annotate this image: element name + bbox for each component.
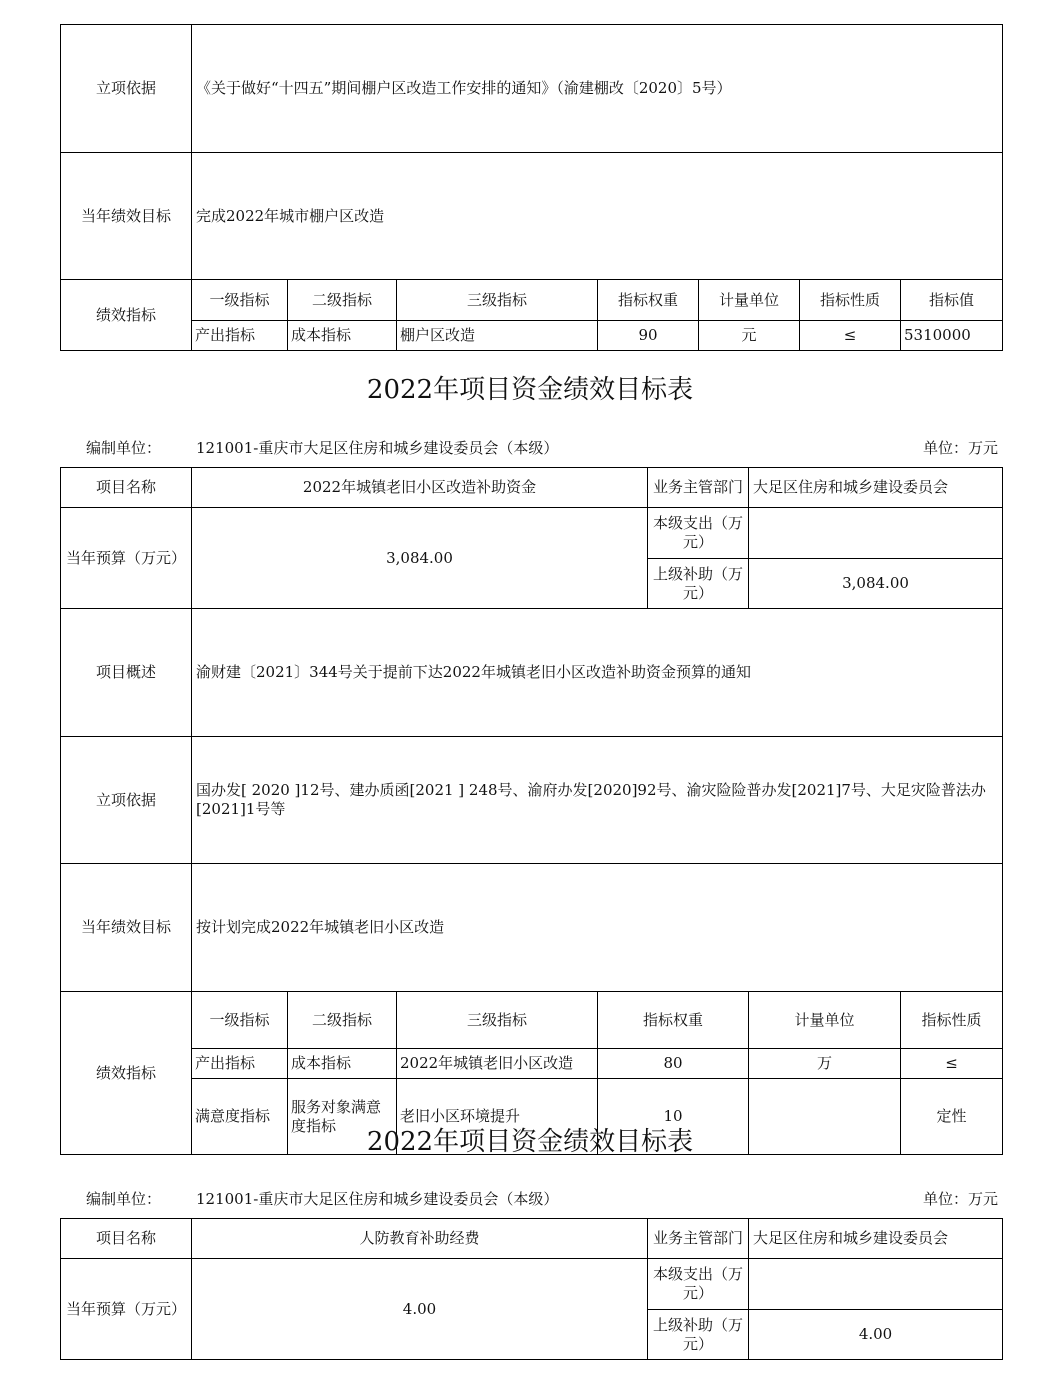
- cell-nature: ≤: [901, 1049, 1003, 1079]
- project-name-label: 项目名称: [61, 468, 192, 508]
- compile-unit-label: 编制单位：: [86, 1190, 162, 1208]
- header-nature: 指标性质: [800, 280, 901, 321]
- budget-label: 当年预算（万元）: [61, 1259, 192, 1360]
- header-unit: 计量单位: [699, 280, 800, 321]
- perf-label: 绩效指标: [61, 280, 192, 351]
- basis-text: 《关于做好“十四五”期间棚户区改造工作安排的通知》（渝建棚改〔2020〕5号）: [192, 25, 1003, 153]
- goal-text: 按计划完成2022年城镇老旧小区改造: [192, 864, 1003, 992]
- cell-value: 5310000: [901, 321, 1003, 351]
- header-level2: 二级指标: [288, 280, 397, 321]
- perf-table-1: [60, 24, 1003, 351]
- money-unit: 单位：万元: [922, 439, 998, 457]
- local-expense-value: [749, 508, 1003, 559]
- local-expense-value: [749, 1259, 1003, 1310]
- project-name-label: 项目名称: [61, 1219, 192, 1259]
- perf-label: 绩效指标: [61, 992, 192, 1155]
- compile-unit-value: 121001-重庆市大足区住房和城乡建设委员会（本级）: [196, 1190, 559, 1208]
- dept-label: 业务主管部门: [648, 1219, 749, 1259]
- header-unit: 计量单位: [749, 992, 901, 1049]
- cell-unit: 元: [699, 321, 800, 351]
- budget-value: 4.00: [192, 1259, 648, 1360]
- table-title: 2022年项目资金绩效目标表: [366, 1127, 694, 1157]
- basis-label: 立项依据: [61, 737, 192, 864]
- dept-value: 大足区住房和城乡建设委员会: [749, 1219, 1003, 1259]
- cell-level3: 2022年城镇老旧小区改造: [397, 1049, 598, 1079]
- goal-text: 完成2022年城市棚户区改造: [192, 153, 1003, 280]
- upper-subsidy-value: 4.00: [749, 1310, 1003, 1360]
- cell-level3: 老旧小区环境提升: [397, 1079, 598, 1155]
- compile-unit-value: 121001-重庆市大足区住房和城乡建设委员会（本级）: [196, 439, 559, 457]
- cell-weight: 80: [598, 1049, 749, 1079]
- upper-subsidy-label: 上级补助（万元）: [648, 1310, 749, 1360]
- compile-unit-label: 编制单位：: [86, 439, 162, 457]
- header-level2: 二级指标: [288, 992, 397, 1049]
- header-value: 指标值: [901, 280, 1003, 321]
- goal-label: 当年绩效目标: [61, 153, 192, 280]
- header-level1: 一级指标: [192, 280, 288, 321]
- cell-level2: 服务对象满意度指标: [288, 1079, 397, 1155]
- dept-value: 大足区住房和城乡建设委员会: [749, 468, 1003, 508]
- basis-label: 立项依据: [61, 25, 192, 153]
- header-nature: 指标性质: [901, 992, 1003, 1049]
- budget-value: 3,084.00: [192, 508, 648, 609]
- cell-nature: 定性: [901, 1079, 1003, 1155]
- table-title: 2022年项目资金绩效目标表: [366, 375, 694, 405]
- cell-weight: 10: [598, 1079, 749, 1155]
- upper-subsidy-value: 3,084.00: [749, 559, 1003, 609]
- cell-unit: 万: [749, 1049, 901, 1079]
- cell-level1: 产出指标: [192, 321, 288, 351]
- money-unit: 单位：万元: [922, 1190, 998, 1208]
- table-row: [61, 321, 1003, 351]
- upper-subsidy-label: 上级补助（万元）: [648, 559, 749, 609]
- budget-label: 当年预算（万元）: [61, 508, 192, 609]
- cell-weight: 90: [598, 321, 699, 351]
- cell-level3: 棚户区改造: [397, 321, 598, 351]
- cell-level1: 满意度指标: [192, 1079, 288, 1155]
- local-expense-label: 本级支出（万元）: [648, 1259, 749, 1310]
- meta-line: [0, 437, 1060, 459]
- header-level3: 三级指标: [397, 992, 598, 1049]
- cell-level2: 成本指标: [288, 1049, 397, 1079]
- basis-text: 国办发[ 2020 ]12号、建办质函[2021 ] 248号、渝府办发[2020]92号、渝灾险险普办发[2021]7号、大足灾险普法办[2021]1号等: [192, 737, 1003, 864]
- overview-text: 渝财建〔2021〕344号关于提前下达2022年城镇老旧小区改造补助资金预算的通知: [192, 609, 1003, 737]
- header-weight: 指标权重: [598, 992, 749, 1049]
- project-name-value: 2022年城镇老旧小区改造补助资金: [192, 468, 648, 508]
- header-weight: 指标权重: [598, 280, 699, 321]
- perf-table-3: [60, 1218, 1003, 1360]
- table-row: [61, 1049, 1003, 1079]
- meta-line: [0, 1188, 1060, 1210]
- local-expense-label: 本级支出（万元）: [648, 508, 749, 559]
- project-name-value: 人防教育补助经费: [192, 1219, 648, 1259]
- cell-level2: 成本指标: [288, 321, 397, 351]
- cell-level1: 产出指标: [192, 1049, 288, 1079]
- perf-table-2: [60, 467, 1003, 1155]
- goal-label: 当年绩效目标: [61, 864, 192, 992]
- header-level1: 一级指标: [192, 992, 288, 1049]
- cell-nature: ≤: [800, 321, 901, 351]
- dept-label: 业务主管部门: [648, 468, 749, 508]
- overview-label: 项目概述: [61, 609, 192, 737]
- header-level3: 三级指标: [397, 280, 598, 321]
